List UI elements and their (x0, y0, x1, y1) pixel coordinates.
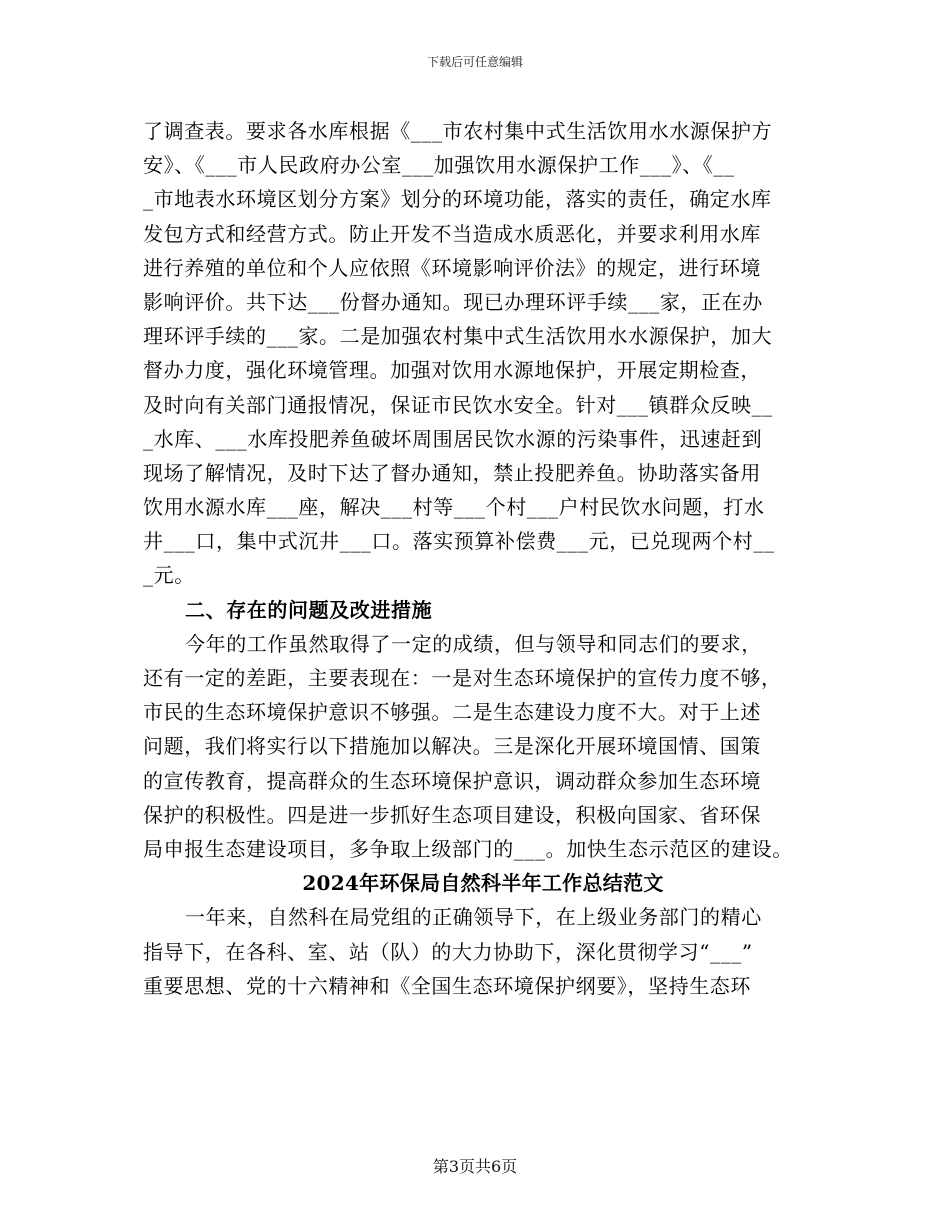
body-line: 督办力度，强化环境管理。加强对饮用水源地保护，开展定期检查， (143, 358, 761, 383)
body-line: _水库、___水库投肥养鱼破坏周围居民饮水源的污染事件，迅速赶到 (143, 426, 763, 451)
section2-line: 的宣传教育，提高群众的生态环境保护意识，调动群众参加生态环境 (143, 768, 761, 793)
body-line: 及时向有关部门通报情况，保证市民饮水安全。针对___镇群众反映__ (143, 392, 773, 417)
document-body (143, 114, 823, 1003)
body-line: 进行养殖的单位和个人应依照《环境影响评价法》的规定，进行环境 (143, 255, 761, 280)
body-line: 理环评手续的___家。二是加强农村集中式生活饮用水水源保护，加大 (143, 324, 773, 349)
intro-line: 指导下，在各科、室、站（队）的大力协助下，深化贯彻学习“___” (143, 939, 753, 964)
section-heading: 二、存在的问题及改进措施 (185, 597, 433, 622)
body-line: 安》、《___市人民政府办公室___加强饮用水源保护工作___》、《__ (143, 153, 735, 178)
section2-line: 还有一定的差距，主要表现在：一是对生态环境保护的宣传力度不够， (143, 666, 782, 690)
intro-line: 重要思想、党的十六精神和《全国生态环境保护纲要》，坚持生态环 (143, 973, 751, 998)
page-number: 第3页共6页 (432, 1157, 518, 1176)
intro-line: 一年来，自然科在局党组的正确领导下，在上级业务部门的精心 (185, 905, 762, 930)
body-line: 现场了解情况，及时下达了督办通知，禁止投肥养鱼。协助落实备用 (143, 460, 761, 485)
body-line: 了调查表。要求各水库根据《___市农村集中式生活饮用水水源保护方 (143, 119, 773, 143)
body-line: 井___口，集中式沉井___口。落实预算补偿费___元，已兑现两个村__ (143, 529, 775, 554)
section2-line: 保护的积极性。四是进一步抓好生态项目建设，积极向国家、省环保 (143, 802, 761, 827)
page-header-note: 下载后可任意编辑 (426, 55, 523, 69)
body-line: 发包方式和经营方式。防止开发不当造成水质恶化，并要求利用水库 (143, 221, 761, 246)
section2-line: 今年的工作虽然取得了一定的成绩，但与领导和同志们的要求， (185, 631, 762, 656)
body-line: _元。 (143, 563, 195, 588)
document-title: 2024年环保局自然科半年工作总结范文 (302, 871, 664, 896)
body-line: 影响评价。共下达___份督办通知。现已办理环评手续___家，正在办 (143, 289, 763, 314)
body-line: 饮用水源水库___座，解决___村等___个村___户村民饮水问题，打水 (143, 495, 765, 520)
body-line: _市地表水环境区划分方案》划分的环境功能，落实的责任，确定水库 (143, 187, 772, 212)
section2-line: 问题，我们将实行以下措施加以解决。三是深化开展环境国情、国策 (143, 734, 761, 759)
section2-line: 市民的生态环境保护意识不够强。二是生态建设力度不大。对于上述 (143, 700, 761, 725)
section2-line: 局申报生态建设项目，多争取上级部门的___。加快生态示范区的建设。 (143, 836, 793, 861)
